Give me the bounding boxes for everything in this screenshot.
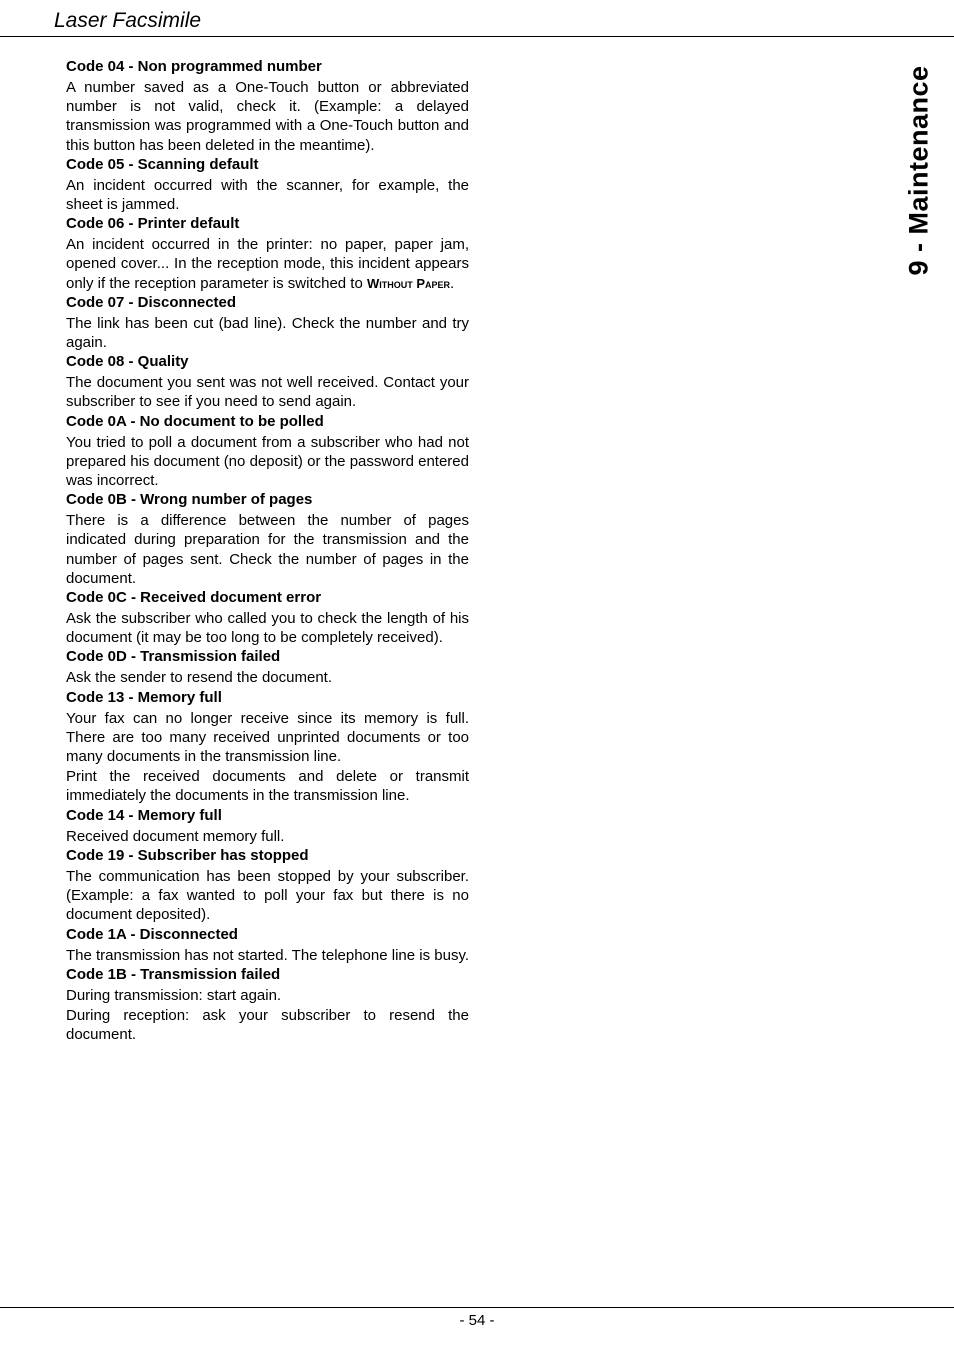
description-text: An incident occurred in the printer: no paper, paper jam, opened cover... In the reception mode, this incident appears only if the reception parameter is switched to (66, 236, 469, 292)
error-code-title: Code 13 - Memory full (66, 688, 222, 706)
error-code-description: The link has been cut (bad line). Check the number and try again. (66, 314, 469, 352)
error-code-description: Ask the sender to resend the document. (66, 669, 332, 687)
menu-setting-name: Without Paper (366, 275, 451, 291)
error-code-title: Code 19 - Subscriber has stopped (66, 846, 309, 864)
error-code-title: Code 14 - Memory full (66, 806, 222, 824)
footer-divider (0, 1307, 954, 1308)
error-code-title: Code 1B - Transmission failed (66, 965, 281, 983)
error-code-title: Code 05 - Scanning default (66, 155, 259, 173)
error-code-description: The document you sent was not well received. Contact your subscriber to see if you need to send again. (66, 374, 469, 411)
chapter-tab-label: 9 - Maintenance (903, 64, 934, 276)
error-code-title: Code 0C - Received document error (66, 589, 322, 607)
error-code-title: Code 0A - No document to be polled (66, 412, 324, 430)
error-code-title: Code 04 - Non programmed number (66, 58, 322, 75)
error-code-description: The transmission has not started. The telephone line is busy. (66, 946, 470, 964)
error-code-description: A number saved as a One-Touch button or abbreviated number is not valid, check it. (Example: a delayed transmission was programmed with a One-Touch button and this button has been deleted in the meantime). (66, 79, 469, 154)
error-code-description: Print the received documents and delete or transmit immediately the documents in the transmission line. (66, 768, 469, 805)
error-code-description: You tried to poll a document from a subscriber who had not prepared his document (no deposit) or the password entered was incorrect. (66, 433, 469, 490)
error-code-title: Code 1A - Disconnected (66, 925, 238, 943)
error-code-title: Code 0B - Wrong number of pages (66, 491, 313, 509)
error-code-description: Your fax can no longer receive since its memory is full. There are too many received unprinted documents or too many documents in the transmission line. (66, 709, 469, 766)
error-code-description: During transmission: start again. (66, 986, 282, 1004)
description-text: . (450, 274, 455, 292)
error-code-description: During reception: ask your subscriber to resend the document. (66, 1006, 469, 1044)
error-code-description: There is a difference between the number of pages indicated during preparation for the transmission and the number of pages sent. Check the number of pages in the document. (66, 512, 469, 587)
page-number: - 54 - (459, 1312, 495, 1329)
error-code-description: The communication has been stopped by your subscriber. (Example: a fax wanted to poll your fax but there is no document deposited). (66, 867, 469, 924)
error-code-description: An incident occurred with the scanner, for example, the sheet is jammed. (66, 176, 469, 214)
error-code-title: Code 06 - Printer default (66, 215, 240, 233)
error-code-description: Ask the subscriber who called you to check the length of his document (it may be too long to be completely received). (66, 610, 469, 647)
error-code-description: Received document memory full. (66, 827, 285, 845)
header-divider (0, 36, 954, 37)
error-code-list (66, 57, 469, 1044)
chapter-tab (899, 60, 939, 280)
document-title: Laser Facsimile (54, 9, 202, 32)
error-code-description (66, 235, 469, 293)
error-code-title: Code 08 - Quality (66, 353, 189, 371)
error-code-title: Code 0D - Transmission failed (66, 648, 281, 666)
error-code-title: Code 07 - Disconnected (66, 293, 237, 311)
